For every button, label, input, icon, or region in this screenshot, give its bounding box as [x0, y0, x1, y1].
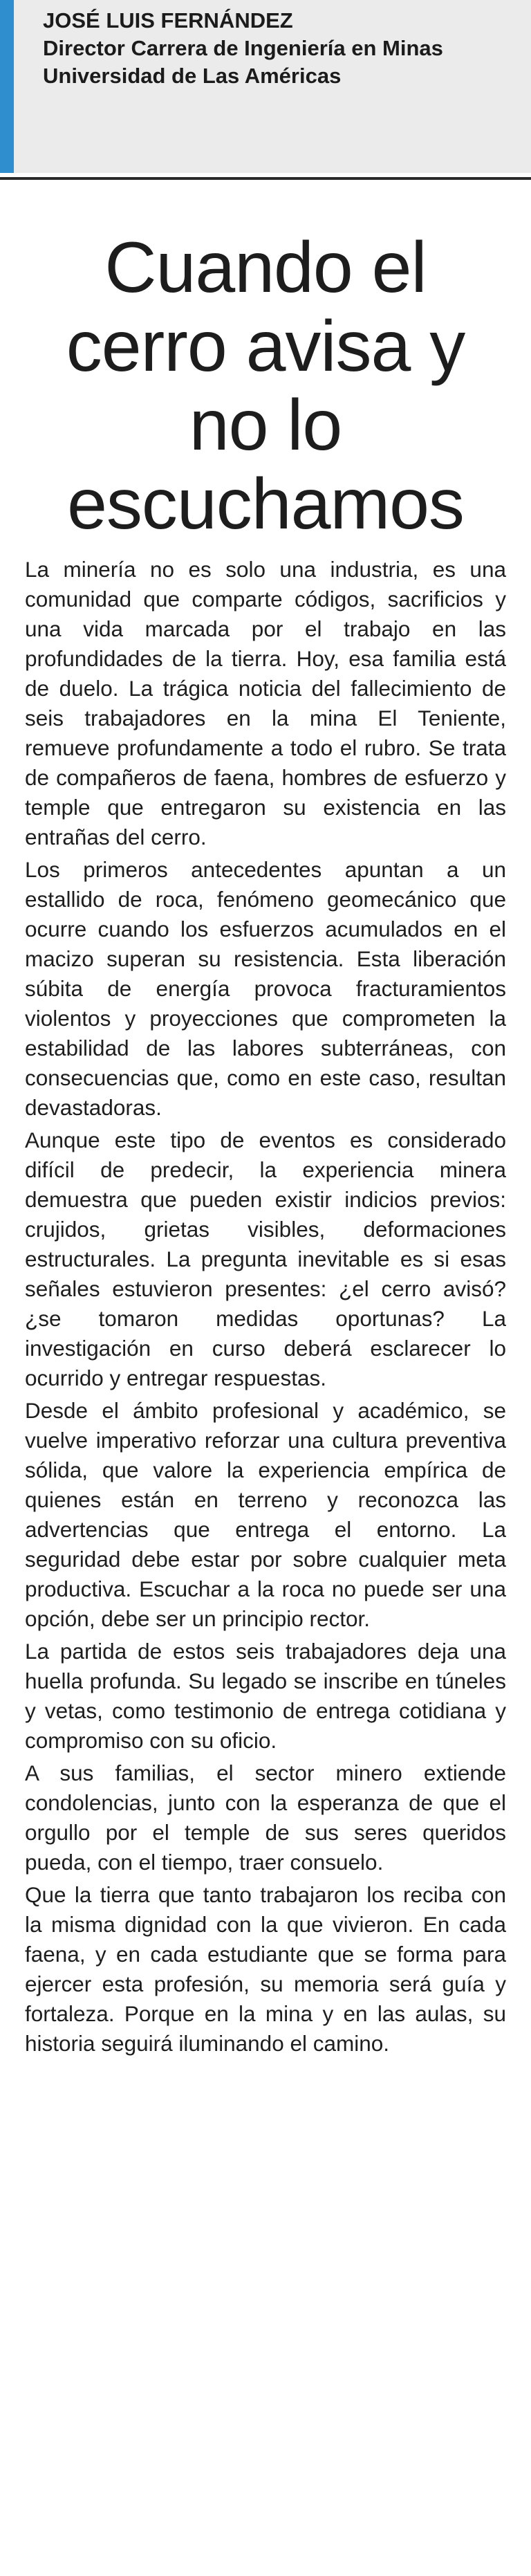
article-paragraph: La partida de estos seis trabajadores deja una huella profunda. Su legado se inscribe en túneles y vetas, como testimonio de entrega cotidiana y compromiso con su oficio. — [25, 1639, 506, 1753]
accent-bar — [0, 0, 14, 173]
article-paragraph: Aunque este tipo de eventos es considerado difícil de predecir, la experiencia minera demuestra que pueden existir indicios previos: crujidos, grietas visibles, deformaciones estructurales. La pregunta inevitable es si esas señales estuvieron presentes: ¿el cerro avisó? ¿se tomaron medidas oportunas? La investigación en curso deberá esclarecer lo ocurrido y entregar respuestas. — [25, 1128, 506, 1390]
article-paragraph: A sus familias, el sector minero extiende condolencias, junto con la esperanza de que el orgullo por el temple de sus seres queridos pueda, con el tiempo, traer consuelo. — [25, 1760, 506, 1875]
author-name: JOSÉ LUIS FERNÁNDEZ — [43, 8, 293, 33]
author-institution: Universidad de Las Américas — [43, 64, 342, 88]
byline-text-block — [43, 7, 520, 90]
article-paragraph: Que la tierra que tanto trabajaron los reciba con la misma dignidad con la que vivieron. En cada faena, y en cada estudiante que se forma para ejercer esta profesión, su memoria será guía y fortaleza. Porque en la mina y en las aulas, su historia seguirá iluminando el camino. — [25, 1882, 506, 2056]
article-paragraph: La minería no es solo una industria, es una comunidad que comparte códigos, sacrificios y una vida marcada por el trabajo en las profundidades de la tierra. Hoy, esa familia está de duelo. La trágica noticia del fallecimiento de seis trabajadores en la mina El Teniente, remueve profundamente a todo el rubro. Se trata de compañeros de faena, hombres de esfuerzo y temple que entregaron su existencia en las entrañas del cerro. — [25, 557, 506, 849]
article-headline: Cuando el cerro avisa y no lo escuchamos — [66, 228, 465, 544]
article-body — [25, 555, 506, 2061]
header-divider — [0, 177, 531, 180]
article-paragraph: Los primeros antecedentes apuntan a un estallido de roca, fenómeno geomecánico que ocurre cuando los esfuerzos acumulados en el macizo superan su resistencia. Esta liberación súbita de energía provoca fracturamientos violentos y proyecciones que comprometen la estabilidad de las labores subterráneas, con consecuencias que, como en este caso, resultan devastadoras. — [25, 857, 506, 1120]
author-byline — [0, 0, 531, 173]
article-paragraph: Desde el ámbito profesional y académico, se vuelve imperativo reforzar una cultura preventiva sólida, que valore la experiencia empírica de quienes están en terreno y reconozca las advertencias que entrega el entorno. La seguridad debe estar por sobre cualquier meta productiva. Escuchar a la roca no puede ser una opción, debe ser un principio rector. — [25, 1398, 506, 1631]
opinion-article — [0, 181, 531, 2576]
author-role: Director Carrera de Ingeniería en Minas — [43, 36, 443, 60]
